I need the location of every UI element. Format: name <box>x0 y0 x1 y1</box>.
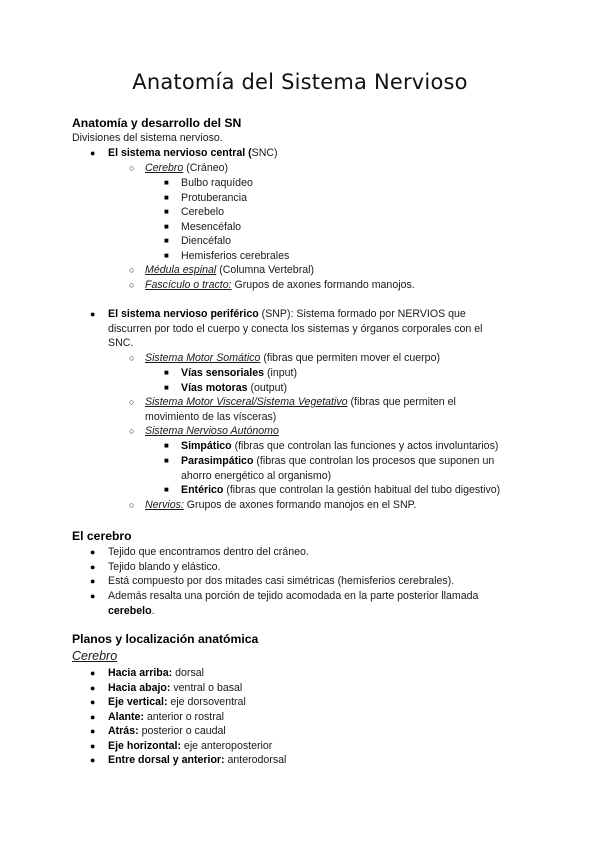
square-bullet-icon: ■ <box>164 250 169 260</box>
page-title: Anatomía del Sistema Nervioso <box>132 70 468 94</box>
disc-bullet-icon: ● <box>90 755 96 765</box>
term: Entre dorsal y anterior: <box>108 754 225 766</box>
list-item-vias-sensoriales <box>181 366 297 380</box>
list-item <box>108 710 224 724</box>
list-item-medula <box>145 263 314 277</box>
term: Alante: <box>108 710 144 723</box>
square-bullet-icon: ■ <box>164 368 169 377</box>
desc: posterior o caudal <box>138 725 226 737</box>
medula-rest: (Columna Vertebral) <box>216 264 315 276</box>
vias-motoras-term: Vías motoras <box>181 381 248 394</box>
term: Hacia arriba: <box>108 667 173 679</box>
motor-somatico-rest: (fibras que permiten mover el cuerpo) <box>260 352 440 364</box>
motor-visceral-line-2: movimiento de las vísceras) <box>145 410 277 423</box>
circle-bullet-icon: ○ <box>129 397 135 407</box>
list-item-motor-visceral <box>145 395 456 409</box>
cerebelo-line-2 <box>108 604 155 618</box>
vias-sensoriales-rest: (input) <box>264 367 298 379</box>
term: Hacia abajo: <box>108 681 171 694</box>
disc-bullet-icon: ● <box>90 547 96 557</box>
list-item <box>108 681 242 695</box>
disc-bullet-icon: ● <box>90 309 96 319</box>
disc-bullet-icon: ● <box>90 591 96 601</box>
square-bullet-icon: ■ <box>164 192 169 202</box>
desc: anterodorsal <box>224 754 287 766</box>
circle-bullet-icon: ○ <box>129 280 135 290</box>
cerebelo-end: . <box>151 604 155 617</box>
parasimpatico-line-2: ahorro energético al organismo) <box>181 469 332 482</box>
disc-bullet-icon: ● <box>90 148 96 158</box>
snp-term: El sistema nervioso periférico <box>108 308 259 320</box>
list-item-fasciculo <box>145 278 415 292</box>
vias-motoras-rest: (output) <box>247 381 287 394</box>
list-item-vias-motoras <box>181 381 287 395</box>
list-item <box>108 695 246 709</box>
medula-term: Médula espinal <box>145 264 217 276</box>
disc-bullet-icon: ● <box>90 697 96 707</box>
term: Eje horizontal: <box>108 739 181 752</box>
square-bullet-icon: ■ <box>164 382 169 392</box>
disc-bullet-icon: ● <box>90 668 96 678</box>
vias-sensoriales-term: Vías sensoriales <box>181 367 265 379</box>
parasimpatico-rest: (fibras que controlan los procesos que suponen un <box>253 455 495 467</box>
section-heading-cerebro: El cerebro <box>72 529 132 543</box>
list-item-snc <box>108 146 278 160</box>
list-item <box>108 739 272 753</box>
nervios-term: Nervios: <box>145 499 184 511</box>
nervios-rest: Grupos de axones formando manojos en el SNP. <box>183 499 417 511</box>
subheading-cerebro: Cerebro <box>72 649 118 663</box>
snp-rest: (SNP): Sistema formado por NERVIOS que <box>258 308 466 320</box>
circle-bullet-icon: ○ <box>129 426 135 436</box>
list-item: Está compuesto por dos mitades casi simétricas (hemisferios cerebrales). <box>108 575 455 587</box>
circle-bullet-icon: ○ <box>129 163 135 173</box>
list-item-enterico <box>181 483 500 497</box>
disc-bullet-icon: ● <box>90 726 96 736</box>
list-item-part: Diencéfalo <box>181 235 232 247</box>
snc-term: El sistema nervioso central ( <box>108 147 252 159</box>
motor-somatico-term: Sistema Motor Somático <box>145 352 261 364</box>
disc-bullet-icon: ● <box>90 740 96 751</box>
list-item-part: Mesencéfalo <box>181 220 242 233</box>
cerebelo-term: cerebelo <box>108 604 152 617</box>
disc-bullet-icon: ● <box>90 561 96 572</box>
list-item <box>108 666 204 680</box>
snp-line-2: discurren por todo el cuerpo y conecta los sistemas y órganos corporales con el <box>108 322 483 335</box>
list-item-part: Bulbo raquídeo <box>181 177 253 189</box>
list-item-simpatico <box>181 439 498 453</box>
section-heading-planos: Planos y localización anatómica <box>72 632 259 646</box>
square-bullet-icon: ■ <box>164 456 169 465</box>
simpatico-term: Simpático <box>181 440 232 452</box>
intro-text: Divisiones del sistema nervioso. <box>72 132 223 144</box>
list-item-autonomo <box>145 424 279 438</box>
square-bullet-icon: ■ <box>164 441 169 450</box>
list-item: Tejido que encontramos dentro del cráneo. <box>108 546 309 558</box>
enterico-term: Entérico <box>181 484 224 496</box>
disc-bullet-icon: ● <box>90 576 96 586</box>
circle-bullet-icon: ○ <box>129 500 135 510</box>
desc: dorsal <box>172 667 204 679</box>
list-item-part: Hemisferios cerebrales <box>181 249 290 262</box>
snp-line-3: SNC. <box>108 337 134 349</box>
list-item-parasimpatico <box>181 454 494 468</box>
disc-bullet-icon: ● <box>90 711 96 722</box>
list-item <box>108 724 226 738</box>
square-bullet-icon: ■ <box>164 221 169 231</box>
desc: eje anteroposterior <box>180 739 273 752</box>
list-item <box>108 753 286 767</box>
enterico-rest: (fibras que controlan la gestión habitual del tubo digestivo) <box>223 484 501 496</box>
list-item-cerebelo: Además resalta una porción de tejido acomodada en la parte posterior llamada <box>108 590 479 602</box>
square-bullet-icon: ■ <box>164 236 169 245</box>
square-bullet-icon: ■ <box>164 207 169 216</box>
list-item-snp <box>108 307 466 321</box>
simpatico-rest: (fibras que controlan las funciones y actos involuntarios) <box>231 440 499 452</box>
square-bullet-icon: ■ <box>164 485 169 494</box>
fasciculo-rest: Grupos de axones formando manojos. <box>231 279 415 291</box>
cerebro-rest: (Cráneo) <box>183 162 229 174</box>
list-item-part: Protuberancia <box>181 191 247 204</box>
circle-bullet-icon: ○ <box>129 265 135 275</box>
autonomo-term: Sistema Nervioso Autónomo <box>145 425 279 437</box>
disc-bullet-icon: ● <box>90 682 96 693</box>
term: Atrás: <box>108 725 139 737</box>
term: Eje vertical: <box>108 696 168 708</box>
fasciculo-term: Fascículo o tracto: <box>145 279 232 291</box>
parasimpatico-term: Parasimpático <box>181 455 254 467</box>
list-item-part: Cerebelo <box>181 206 224 218</box>
desc: eje dorsoventral <box>167 696 246 708</box>
list-item: Tejido blando y elástico. <box>108 560 221 573</box>
list-item-cerebro <box>145 161 228 175</box>
circle-bullet-icon: ○ <box>129 353 135 363</box>
motor-visceral-term: Sistema Motor Visceral/Sistema Vegetativo <box>145 396 348 408</box>
section-heading-anatomia: Anatomía y desarrollo del SN <box>72 116 242 130</box>
desc: anterior o rostral <box>143 710 224 723</box>
square-bullet-icon: ■ <box>164 178 169 187</box>
list-item-nervios <box>145 498 416 512</box>
cerebro-term: Cerebro <box>145 162 184 174</box>
desc: ventral o basal <box>170 681 243 694</box>
snc-rest: SNC) <box>251 147 278 159</box>
motor-visceral-rest: (fibras que permiten el <box>347 396 456 408</box>
list-item-motor-somatico <box>145 351 440 365</box>
